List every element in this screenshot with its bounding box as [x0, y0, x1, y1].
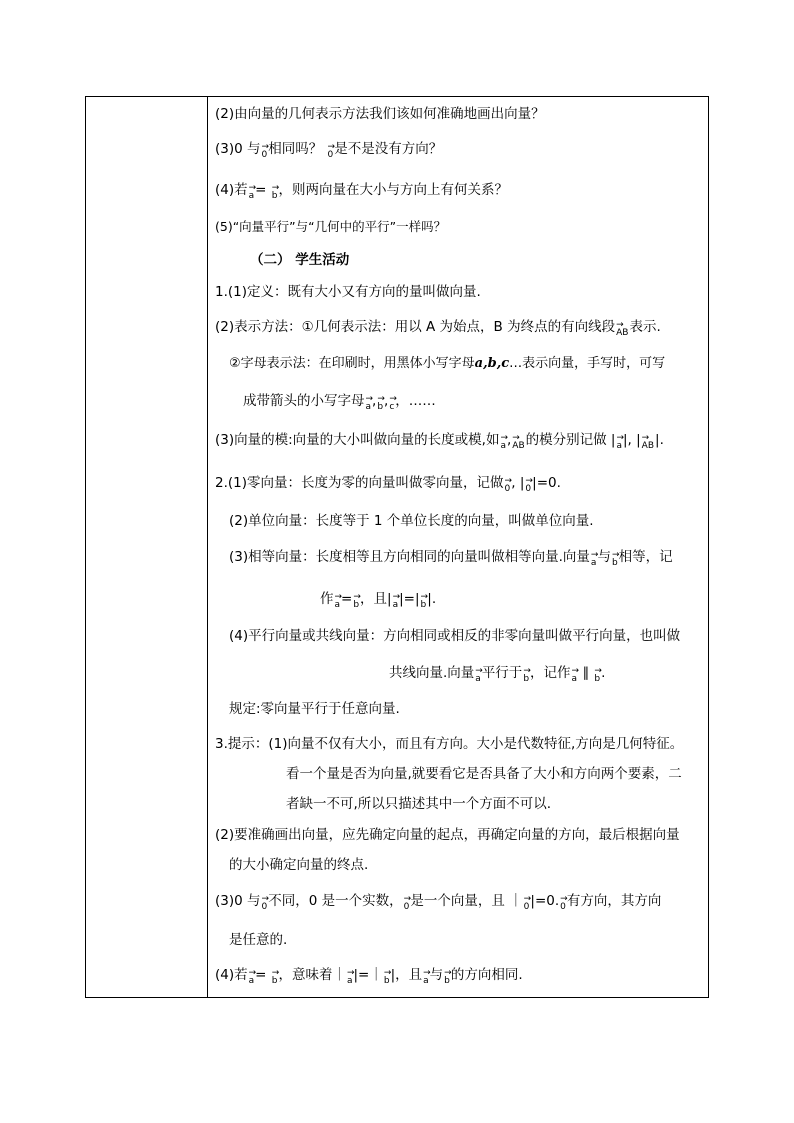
- hint-1: 3.提示：(1)向量不仅有大小，而且有方向。大小是代数特征,方向是几何特征。: [215, 736, 684, 752]
- question-3: (3)0 与→ 0相同吗？ → 0是不是没有方向？: [215, 140, 442, 160]
- hint-2: (2)要准确画出向量，应先确定向量的起点，再确定向量的方向，最后根据向量: [215, 827, 680, 843]
- equal-vector-cont: 作→ a=→ b，且|→ a|=|→ b|.: [320, 590, 436, 610]
- parallel-vector-cont: 共线向量.向量→ a平行于→ b，记作→ a ∥ → b.: [389, 664, 605, 684]
- representation-letter-cont: 成带箭头的小写字母→ a,→ b,→ c，……: [243, 392, 436, 412]
- question-5: (5)“向量平行”与“几何中的平行”一样吗？: [215, 219, 447, 234]
- unit-vector: (2)单位向量：长度等于 1 个单位长度的向量，叫做单位向量.: [229, 513, 594, 529]
- representation-letter: ②字母表示法：在印刷时，用黑体小写字母a,b,c…表示向量，手写时，可写: [229, 356, 666, 371]
- equal-vector: (3)相等向量：长度相等且方向相同的向量叫做相等向量.向量→ a与→ b相等，记: [229, 548, 673, 568]
- hint-4: (4)若→ a= → b，意味着｜→ a|=｜→ b|，且→ a与→ b的方向相同.: [215, 966, 523, 986]
- rule-line: 规定:零向量平行于任意向量.: [229, 701, 400, 717]
- hint-3: (3)0 与→ 0不同，0 是一个实数，→ 0是一个向量，且 ｜→ 0|=0.→ 0有方向，其方向: [215, 892, 661, 912]
- section-heading: （二） 学生活动: [250, 252, 350, 268]
- question-2: (2)由向量的几何表示方法我们该如何准确地画出向量？: [215, 106, 545, 122]
- representation-geometric: (2)表示方法：①几何表示法：用以 A 为始点，B 为终点的有向线段→ AB表示.: [215, 318, 661, 338]
- parallel-vector: (4)平行向量或共线向量：方向相同或相反的非零向量叫做平行向量，也叫做: [229, 628, 681, 644]
- column-divider: [207, 97, 208, 997]
- hint-1-cont-2: 者缺一不可,所以只描述其中一个方面不可以.: [286, 796, 552, 812]
- zero-vector: 2.(1)零向量：长度为零的向量叫做零向量，记做→ 0, |→ 0|=0.: [215, 474, 561, 494]
- vector-magnitude: (3)向量的模:向量的大小叫做向量的长度或模,如→ a,→ AB的模分别记做 |→ a|, |→ AB|.: [215, 431, 664, 451]
- hint-2-cont: 的大小确定向量的终点.: [229, 857, 369, 873]
- definition-line: 1.(1)定义：既有大小又有方向的量叫做向量.: [215, 284, 481, 300]
- question-4: (4)若→ a= → b，则两向量在大小与方向上有何关系？: [215, 181, 508, 201]
- hint-3-cont: 是任意的.: [229, 932, 288, 948]
- hint-1-cont-1: 看一个量是否为向量,就要看它是否具备了大小和方向两个要素，二: [286, 766, 682, 782]
